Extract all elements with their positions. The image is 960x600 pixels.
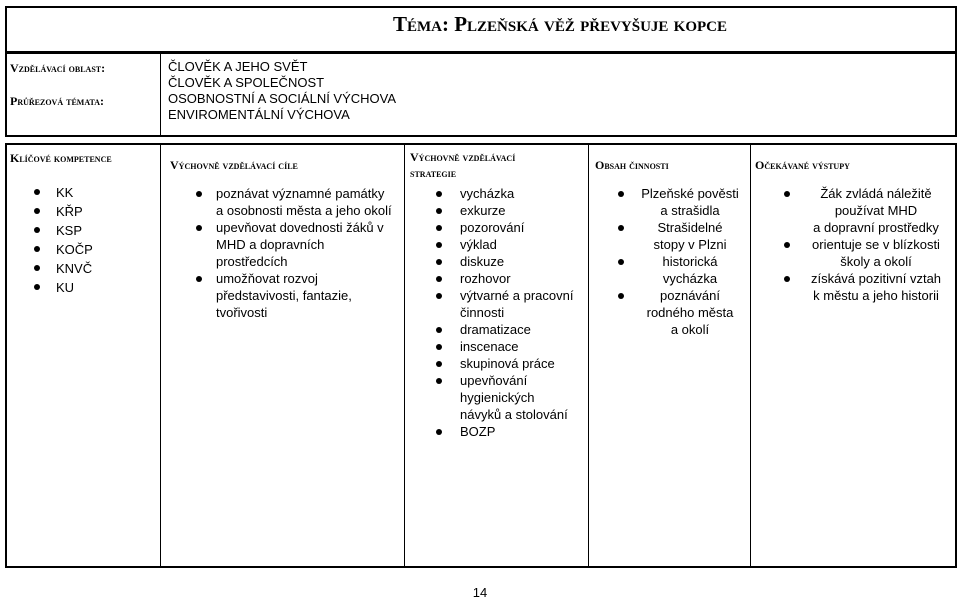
obsah-item: [618, 253, 748, 287]
area-values: [168, 59, 396, 123]
cile-item: [192, 185, 402, 219]
strategie-item: [436, 270, 586, 287]
strategie-text: návyků a stolování: [460, 407, 568, 422]
obsah-text: historická: [662, 254, 718, 269]
obsah-text: rodného města: [646, 305, 734, 320]
cile-text: upevňovat dovednosti žáků v: [216, 220, 384, 235]
header-strategie-line: strategie: [410, 166, 457, 180]
vystupy-item: [784, 236, 954, 270]
vystupy-text: orientuje se v blízkosti: [812, 237, 940, 252]
vystupy-item: [784, 270, 954, 304]
cile-text: umožňovat rozvoj: [216, 271, 318, 286]
page-number: 14: [472, 585, 488, 600]
strategie-text: výklad: [460, 237, 497, 252]
strategie-item: [436, 219, 586, 236]
kompetence-text: KSP: [56, 223, 83, 238]
tema-line: OSOBNOSTNÍ A SOCIÁLNÍ VÝCHOVA: [168, 91, 397, 106]
cile-item: [192, 219, 402, 270]
strategie-text: exkurze: [460, 203, 506, 218]
column-divider: [160, 143, 161, 568]
strategie-item: [436, 185, 586, 202]
vystupy-text: školy a okolí: [840, 254, 912, 269]
kompetence-item: [34, 202, 93, 221]
cile-list: [192, 185, 402, 321]
strategie-text: vycházka: [460, 186, 515, 201]
cile-text: a osobnosti města a jeho okolí: [216, 203, 392, 218]
column-divider: [750, 143, 751, 568]
strategie-text: dramatizace: [460, 322, 531, 337]
vystupy-text: k městu a jeho historii: [813, 288, 939, 303]
header-kompetence: Klíčové kompetence: [10, 151, 112, 165]
obsah-text: Strašidelné: [657, 220, 723, 235]
strategie-item: [436, 236, 586, 253]
strategie-text: inscenace: [460, 339, 519, 354]
page-title: Téma: Plzeňská věž převyšuje kopce: [392, 12, 728, 36]
column-divider: [588, 143, 589, 568]
obsah-text: stopy v Plzni: [653, 237, 727, 252]
vystupy-text: získává pozitivní vztah: [810, 271, 942, 286]
kompetence-item: [34, 278, 93, 297]
kompetence-item: [34, 183, 93, 202]
obsah-item: [618, 287, 748, 338]
header-cile: Výchovně vzdělávací cíle: [170, 158, 298, 172]
vystupy-text: používat MHD: [834, 203, 918, 218]
vystupy-text: Žák zvládá náležitě: [820, 186, 932, 201]
kompetence-text: KK: [56, 185, 74, 200]
cile-text: MHD a dopravních: [216, 237, 325, 252]
cile-text: tvořivosti: [216, 305, 268, 320]
strategie-text: výtvarné a pracovní: [460, 288, 574, 303]
cile-text: představivosti, fantazie,: [216, 288, 352, 303]
cile-item: [192, 270, 402, 321]
header-strategie: [410, 149, 515, 181]
strategie-text: pozorování: [460, 220, 525, 235]
kompetence-text: KNVČ: [56, 261, 93, 276]
obsah-item: [618, 185, 748, 219]
strategie-text: činnosti: [460, 305, 505, 320]
strategie-item: [436, 253, 586, 270]
vzdelavaci-oblast-label: Vzdělávací oblast:: [10, 61, 106, 75]
vystupy-item: [784, 185, 954, 236]
strategie-item: [436, 355, 586, 372]
kompetence-text: KOČP: [56, 242, 93, 257]
prurezova-temata-label: Průřezová témata:: [10, 94, 105, 108]
strategie-item: [436, 321, 586, 338]
cile-text: poznávat významné památky: [216, 186, 385, 201]
strategie-text: upevňování: [460, 373, 528, 388]
kompetence-item: [34, 240, 93, 259]
strategie-list: [436, 185, 586, 440]
obsah-text: a strašidla: [660, 203, 720, 218]
area-divider: [160, 53, 161, 137]
obsah-list: [618, 185, 748, 338]
strategie-item: [436, 202, 586, 219]
vystupy-text: a dopravní prostředky: [813, 220, 939, 235]
strategie-text: hygienických: [460, 390, 535, 405]
strategie-text: diskuze: [460, 254, 505, 269]
strategie-item: [436, 287, 586, 321]
vystupy-list: [784, 185, 954, 304]
header-vystupy: Očekávané výstupy: [755, 158, 850, 172]
kompetence-text: KŘP: [56, 204, 83, 219]
strategie-text: skupinová práce: [460, 356, 555, 371]
obsah-text: Plzeňské pověsti: [641, 186, 739, 201]
header-obsah: Obsah činnosti: [595, 158, 669, 172]
kompetence-text: KU: [56, 280, 75, 295]
column-divider: [404, 143, 405, 568]
kompetence-item: [34, 221, 93, 240]
tema-line: ENVIROMENTÁLNÍ VÝCHOVA: [168, 107, 350, 122]
oblast-line: ČLOVĚK A SPOLEČNOST: [168, 75, 325, 90]
obsah-text: a okolí: [670, 322, 710, 337]
strategie-item: [436, 423, 586, 440]
obsah-text: poznávání: [660, 288, 720, 303]
oblast-line: ČLOVĚK A JEHO SVĚT: [168, 59, 308, 74]
kompetence-list: [34, 183, 93, 297]
header-strategie-line: Výchovně vzdělávací: [410, 150, 516, 164]
strategie-item: [436, 372, 586, 423]
obsah-text: vycházka: [662, 271, 718, 286]
strategie-item: [436, 338, 586, 355]
area-box: [5, 53, 957, 137]
kompetence-item: [34, 259, 93, 278]
cile-text: prostředcích: [216, 254, 288, 269]
strategie-text: rozhovor: [460, 271, 511, 286]
strategie-text: BOZP: [460, 424, 496, 439]
obsah-item: [618, 219, 748, 253]
